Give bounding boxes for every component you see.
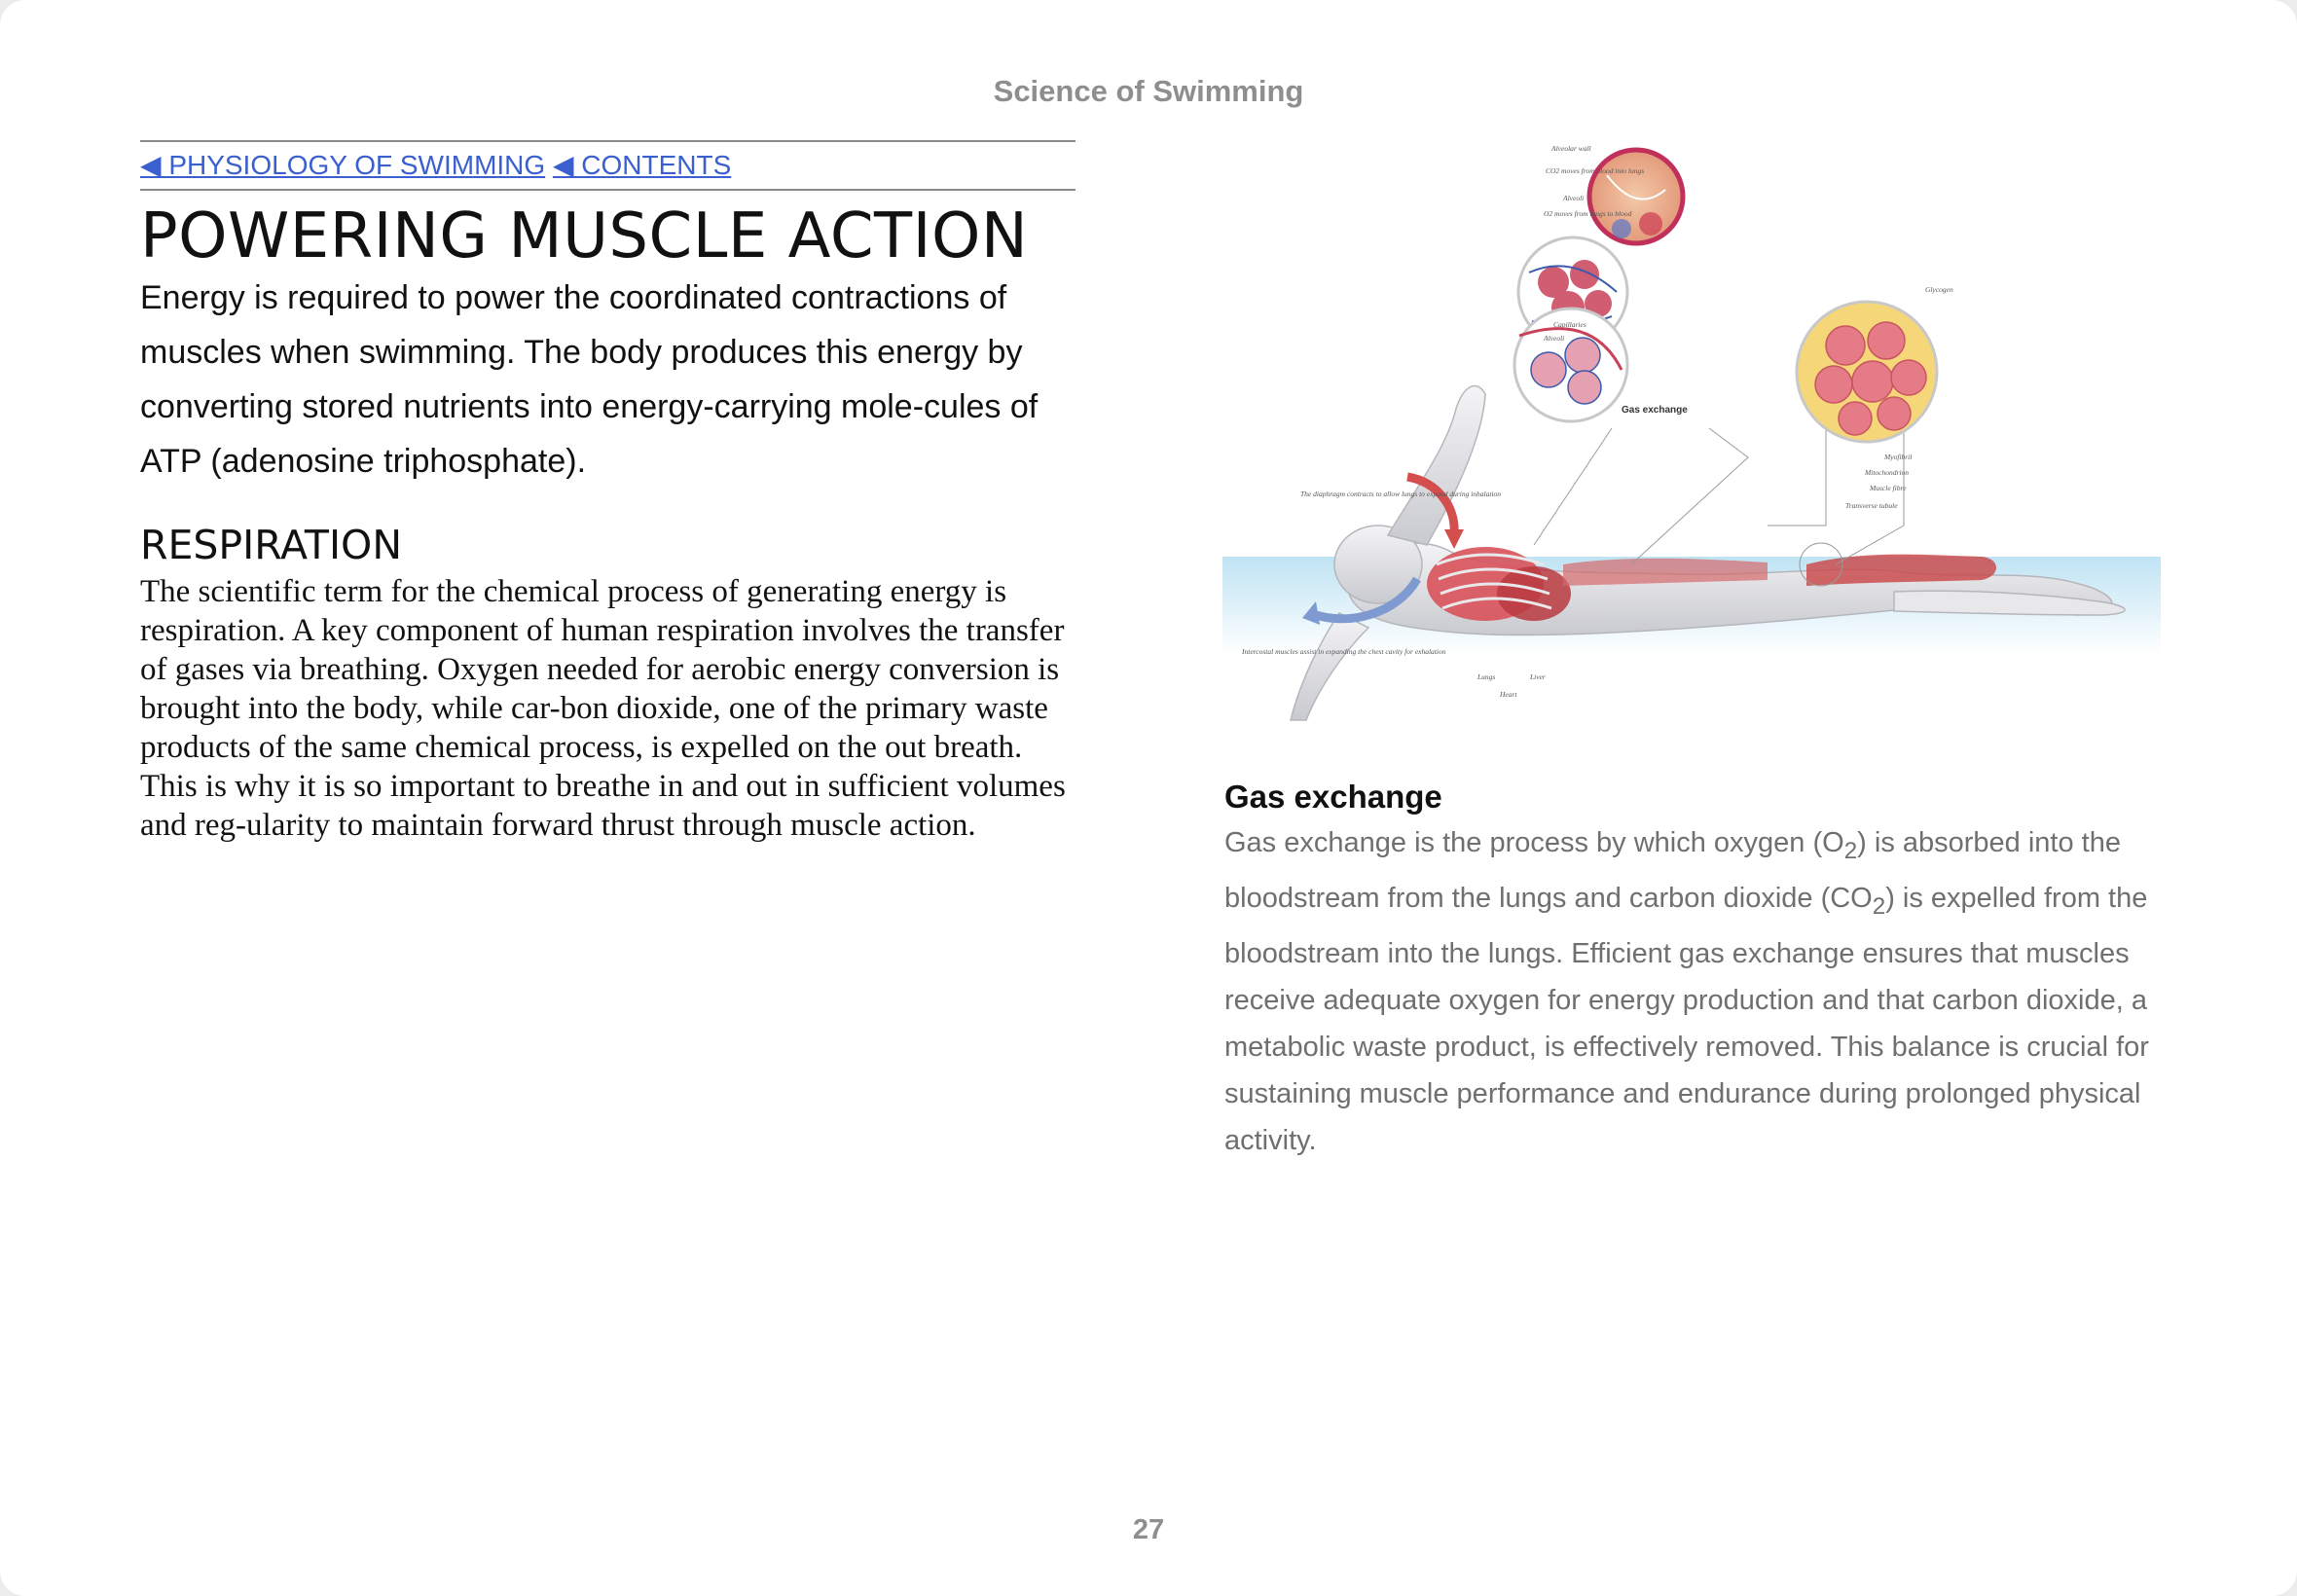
- page-number: 27: [1132, 1514, 1165, 1545]
- label-alveolar-wall: Alveolar wall: [1551, 144, 1591, 153]
- label-liver: Liver: [1530, 672, 1546, 681]
- lead-paragraph: Energy is required to power the coordinated contractions of muscles when swimming. The body produces this energy by converting stored nutrients into energy-carrying mole-cules of ATP (adenosine triphosphate).: [140, 279, 1039, 480]
- label-heart: Heart: [1500, 690, 1517, 699]
- caption-text: Gas exchange is the process by which oxygen $(O_2)$ is absorbed into the bloodstream from the lungs and carbon dioxide $(CO_2)$ is expelled from the bloodstream into the lungs. Efficient gas exchange ensures that muscles receive adequate oxygen for energy production and that carbon dioxide, a metabolic waste product, is effectively removed. This balance is crucial for sustaining muscle performance and endurance during prolonged physical activity.: [1224, 827, 2149, 1156]
- alveolar-wall-circle: [1589, 150, 1683, 243]
- label-capillaries: Capillaries: [1553, 320, 1586, 329]
- book-title: Science of Swimming: [993, 74, 1304, 108]
- page-title: POWERING MUSCLE ACTION: [140, 200, 1029, 272]
- label-gas-exchange: Gas exchange: [1622, 405, 1688, 416]
- label-mitochondrion: Mitochondrion: [1865, 468, 1909, 477]
- caption-title: Gas exchange: [1224, 779, 1442, 815]
- label-myofibril: Myofibril: [1884, 453, 1913, 461]
- label-diaphragm: The diaphragm contracts to allow lungs to expand during inhalation: [1300, 490, 1502, 498]
- swimmer-body: [1291, 386, 2125, 720]
- section-body: The scientific term for the chemical process of generating energy is respiration. A key component of human respiration involves the transfer of gases via breathing. Oxygen needed for aerobic energy conversion is brought into the body, while car-bon dioxide, one of the primary waste products of the same chemical process, is expelled on the out breath. This is why it is so important to breathe in and out in sufficient volumes and reg-ularity to maintain forward thrust through muscle action.: [140, 574, 1066, 843]
- breadcrumb-nav: [140, 140, 1076, 191]
- label-o2-moves: O2 moves from lungs to blood: [1544, 209, 1632, 218]
- label-alveoli-top: Alveoli: [1563, 194, 1585, 202]
- label-muscle-fibre: Muscle fibre: [1870, 484, 1907, 492]
- label-intercostal: Intercostal muscles assist in expanding the chest cavity for exhalation: [1242, 647, 1446, 656]
- contents-link[interactable]: ◀ CONTENTS: [552, 150, 732, 180]
- section-heading: RESPIRATION: [140, 522, 403, 568]
- label-co2-moves: CO2 moves from blood into lungs: [1546, 166, 1645, 175]
- label-transverse-tubule: Transverse tubule: [1845, 501, 1898, 510]
- prev-chapter-link[interactable]: ◀ PHYSIOLOGY OF SWIMMING: [140, 150, 546, 180]
- swimmer-illustration: [1222, 136, 2161, 751]
- label-lungs: Lungs: [1477, 672, 1496, 681]
- label-glycogen: Glycogen: [1925, 285, 1953, 294]
- label-alveoli: Alveoli: [1544, 334, 1565, 343]
